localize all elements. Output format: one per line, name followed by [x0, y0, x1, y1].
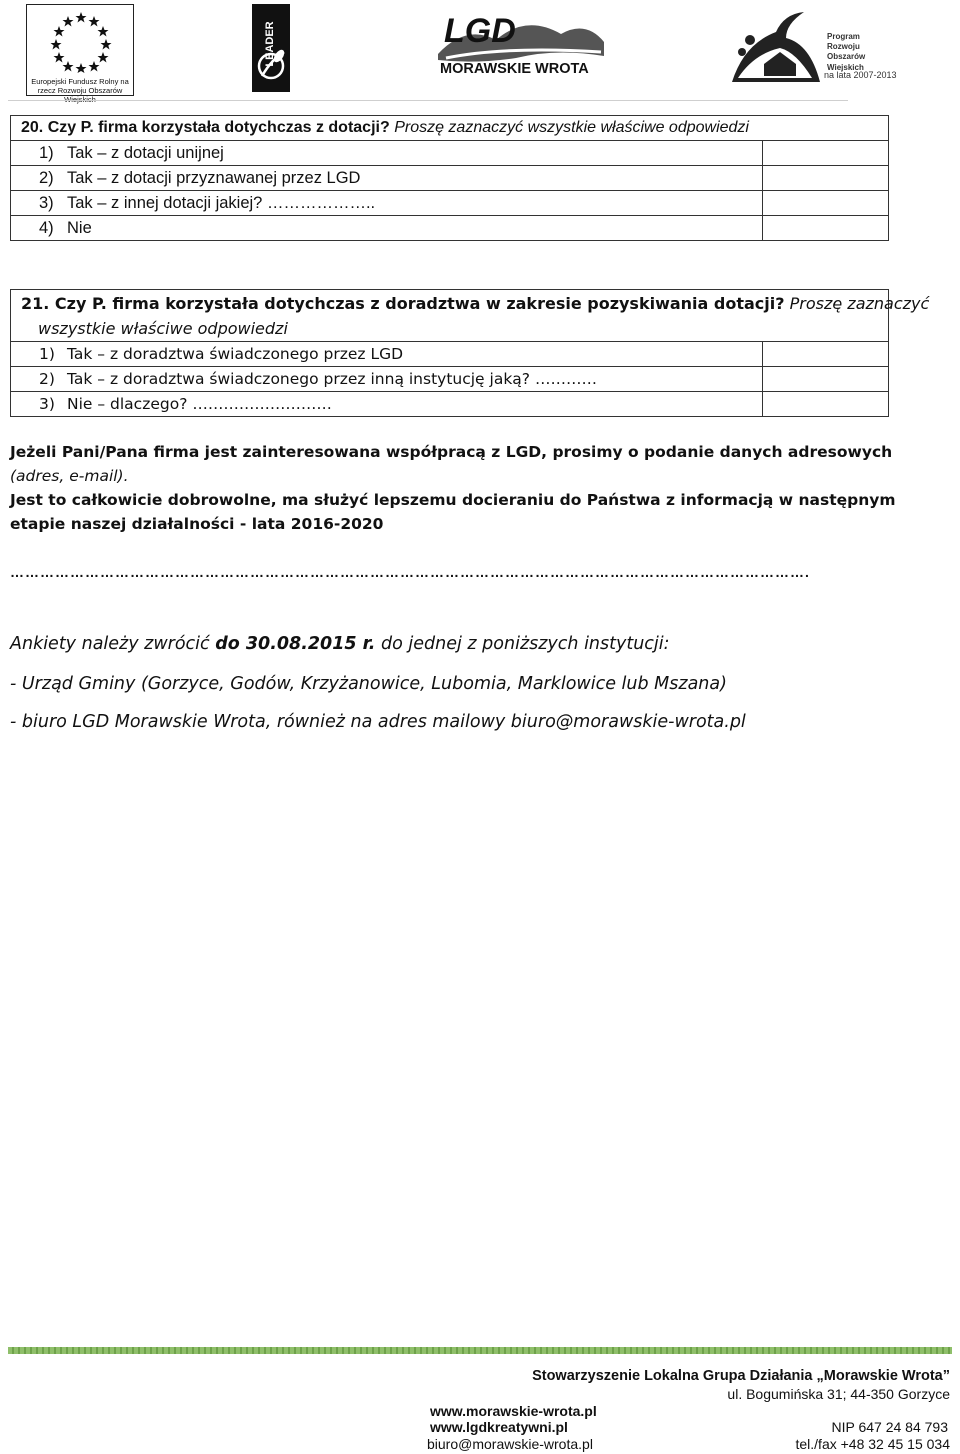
footer-nip: NIP 647 24 84 793 — [831, 1419, 948, 1435]
deadline-suffix: do jednej z poniższych instytucji: — [375, 634, 670, 654]
footer-email[interactable]: biuro@morawskie-wrota.pl — [427, 1436, 593, 1452]
option-label: Nie – dlaczego? ……………………… — [67, 395, 332, 413]
eu-logo — [26, 4, 134, 104]
option-label: Tak – z innej dotacji jakiej? ……………….. — [67, 194, 376, 212]
answer-checkbox[interactable] — [763, 166, 889, 191]
lgd-mountains-icon — [436, 6, 606, 76]
institution-list-item: - biuro LGD Morawskie Wrota, również na adres mailowy biuro@morawskie-wrota.pl — [10, 712, 746, 732]
question-21-title — [11, 290, 930, 342]
option-number: 1) — [39, 144, 54, 162]
contact-request-italic: (adres, e-mail). — [10, 467, 129, 485]
question-21-table — [10, 289, 930, 417]
footer-address: ul. Bogumińska 31; 44-350 Gorzyce — [727, 1386, 950, 1402]
footer-organization: Stowarzyszenie Lokalna Grupa Działania „Morawskie Wrota” — [532, 1368, 950, 1384]
leader-text: LEADER — [264, 21, 276, 67]
prow-line: Rozwoju — [827, 42, 860, 52]
option-number: 2) — [39, 370, 55, 388]
leader-icon — [252, 4, 290, 92]
institution-list-item: - Urząd Gminy (Gorzyce, Godów, Krzyżanowice, Lubomia, Marklowice lub Mszana) — [10, 674, 727, 694]
option-label: Tak – z dotacji przyznawanej przez LGD — [67, 169, 361, 187]
footer-website[interactable]: www.lgdkreatywni.pl — [430, 1419, 568, 1435]
option-number: 3) — [39, 194, 54, 212]
footer-phone: tel./fax +48 32 45 15 034 — [795, 1436, 950, 1452]
contact-request-text — [10, 440, 930, 488]
option-label: Tak – z doradztwa świadczonego przez inną instytucję jaką? ………… — [67, 370, 597, 388]
question-21-option — [11, 342, 763, 367]
lgd-text: LGD — [444, 12, 516, 50]
question-21-title-bold: 21. Czy P. firma korzystała dotychczas z doradztwa w zakresie pozyskiwania dotacji? — [21, 294, 785, 313]
eu-caption: Europejski Fundusz Rolny na rzecz Rozwoju Obszarów Wiejskich — [31, 77, 129, 104]
question-20-title-italic: Proszę zaznaczyć wszystkie właściwe odpowiedzi — [394, 119, 749, 136]
question-21-option — [11, 392, 763, 417]
prow-name — [827, 32, 865, 73]
deadline-prefix: Ankiety należy zwrócić — [10, 634, 216, 654]
deadline-date: do 30.08.2015 r. — [215, 634, 376, 654]
footer-divider — [8, 1347, 952, 1354]
option-number: 3) — [39, 395, 55, 413]
deadline-text — [10, 631, 670, 657]
prow-line: Obszarów — [827, 52, 866, 62]
prow-logo — [724, 4, 897, 86]
voluntary-info-text: Jest to całkowicie dobrowolne, ma służyć lepszemu docieraniu do Państwa z informacją w następnym etapie naszej działalności - lata 2016-2020 — [10, 491, 896, 533]
question-20-option — [11, 216, 763, 241]
lgd-logo — [436, 6, 606, 76]
prow-line: Wiejskich — [827, 62, 864, 72]
option-number: 4) — [39, 219, 54, 237]
answer-checkbox[interactable] — [763, 141, 889, 166]
option-number: 1) — [39, 345, 55, 363]
question-20-option — [11, 166, 763, 191]
contact-request-bold: Jeżeli Pani/Pana firma jest zainteresowana współpracą z LGD, prosimy o podanie danych adresowych — [10, 443, 893, 461]
option-label: Tak – z doradztwa świadczonego przez LGD — [67, 345, 404, 363]
question-20-option — [11, 191, 763, 216]
answer-checkbox[interactable] — [763, 342, 889, 367]
option-number: 2) — [39, 169, 54, 187]
prow-emblem-icon — [724, 4, 824, 86]
question-20-title-bold: 20. Czy P. firma korzystała dotychczas z dotacji? — [21, 119, 390, 136]
answer-checkbox[interactable] — [763, 191, 889, 216]
question-21-title-italic: Proszę zaznaczyć — [789, 294, 930, 313]
prow-years: na lata 2007-2013 — [824, 70, 897, 80]
prow-line: Program — [827, 32, 860, 41]
question-21-title-italic-2: wszystkie właściwe odpowiedzi — [38, 319, 288, 338]
header-divider — [8, 100, 848, 101]
answer-checkbox[interactable] — [763, 216, 889, 241]
question-20-title — [11, 116, 889, 141]
question-20-table — [10, 115, 889, 241]
leader-logo — [252, 4, 290, 92]
option-label: Nie — [67, 219, 92, 237]
answer-checkbox[interactable] — [763, 392, 889, 417]
option-label: Tak – z dotacji unijnej — [67, 144, 224, 162]
lgd-subtitle: MORAWSKIE WROTA — [440, 61, 589, 77]
footer-website[interactable]: www.morawskie-wrota.pl — [430, 1403, 597, 1419]
answer-checkbox[interactable] — [763, 367, 889, 392]
eu-stars-icon — [42, 9, 120, 73]
question-20-option — [11, 141, 763, 166]
contact-data-field[interactable]: ……………………………………………………………………………………………………………………………………………. — [10, 564, 810, 580]
question-21-option — [11, 367, 763, 392]
